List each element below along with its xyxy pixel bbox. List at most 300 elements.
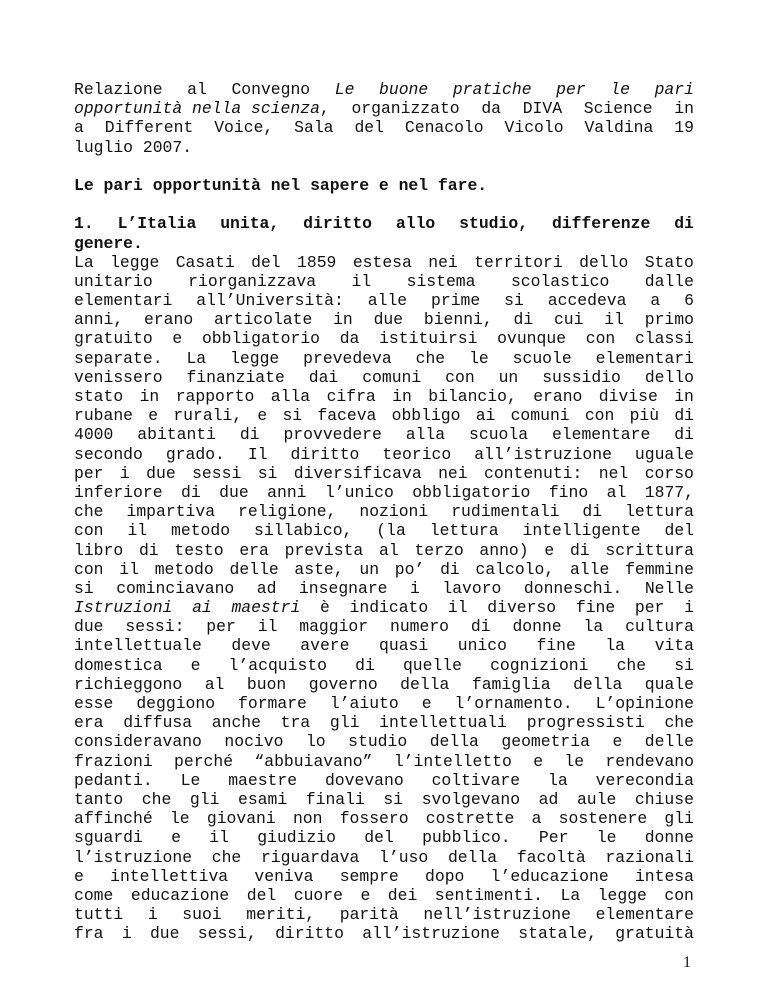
body-word: tutti — [74, 905, 124, 925]
body-word: all’istruzione — [474, 444, 612, 464]
body-word: che — [664, 713, 694, 733]
body-word: metodo — [154, 559, 214, 579]
body-word: meriti, — [246, 905, 316, 925]
body-word: po’ — [394, 559, 425, 579]
body-word: l’ornamento. — [454, 694, 573, 713]
body-word: studio — [348, 732, 408, 752]
body-word: pedanti. — [74, 770, 153, 790]
body-line — [74, 675, 694, 694]
body-word: il — [257, 617, 278, 637]
body-word: era — [239, 540, 269, 560]
body-line — [74, 425, 694, 444]
body-line — [74, 656, 694, 675]
body-word: uguale — [634, 444, 694, 464]
body-word: elementare — [551, 425, 651, 445]
intro-word: le — [610, 80, 630, 99]
body-word: diverso — [487, 598, 557, 618]
body-word: gli — [329, 713, 360, 733]
body-word: in — [139, 387, 160, 406]
body-word: perché — [174, 751, 234, 771]
body-word: stato — [74, 387, 124, 406]
body-word: inferiore — [74, 482, 163, 502]
body-word: da — [339, 329, 360, 349]
body-word: sussidio — [542, 367, 621, 387]
body-word: all’Università: — [196, 291, 344, 311]
body-word: di — [239, 425, 260, 445]
body-word: e — [74, 866, 84, 886]
body-word: la — [605, 636, 626, 656]
intro-word: DIVA — [522, 99, 563, 119]
body-word: che — [211, 847, 242, 867]
body-word: separate. — [74, 348, 163, 368]
body-word: sessi, — [197, 924, 257, 944]
body-word: Le — [180, 770, 201, 790]
body-line — [74, 445, 694, 464]
body-word: di — [355, 655, 375, 675]
body-word: scrittura — [605, 540, 694, 560]
body-word: finanziate — [186, 367, 285, 387]
body-word: L’opinione — [595, 694, 694, 713]
body-word: lettura — [625, 502, 694, 522]
body-word: La — [186, 348, 207, 368]
body-word: lo — [305, 732, 326, 752]
body-word: con — [74, 521, 104, 541]
body-word: con — [584, 406, 615, 426]
body-word: coltivare — [431, 770, 521, 790]
body-line — [74, 636, 694, 655]
body-word: classi — [634, 329, 694, 349]
body-word: Il — [247, 444, 268, 464]
body-word: La — [560, 885, 581, 905]
body-word: statale, — [518, 924, 597, 944]
body-word: della — [429, 732, 479, 752]
body-word: era — [74, 713, 104, 733]
body-word: all’istruzione — [362, 924, 500, 944]
body-word: si — [257, 463, 278, 483]
body-word: finali — [305, 789, 365, 809]
body-word: le — [469, 348, 489, 368]
intro-word: opportunità nella scienza, — [74, 99, 330, 119]
body-word: per — [74, 463, 104, 483]
body-word: ovunque — [497, 329, 567, 349]
body-word: al — [379, 540, 399, 560]
paragraph-gap — [74, 195, 694, 214]
body-word: prevista — [284, 540, 364, 560]
body-line — [74, 560, 694, 579]
body-word: nozioni — [359, 502, 429, 522]
body-word: scuole — [512, 348, 572, 368]
body-word: tanto — [74, 789, 124, 809]
body-word: per — [206, 617, 236, 637]
section-heading — [74, 214, 694, 233]
body-word: deggiono — [136, 694, 216, 713]
body-word: secondo — [74, 444, 143, 464]
body-word: si — [504, 291, 524, 311]
body-word: quale — [644, 674, 694, 694]
body-word: le — [564, 751, 585, 771]
heading-word: allo — [395, 214, 436, 234]
body-word: come — [74, 885, 114, 905]
body-word: intelligente — [522, 521, 641, 541]
body-word: diritto — [290, 444, 360, 464]
body-word: in — [674, 387, 694, 406]
body-line — [74, 272, 694, 291]
intro-word: Vicolo — [504, 118, 564, 138]
body-word: gratuito — [74, 329, 153, 349]
body-word: anni, — [74, 310, 124, 330]
body-word: scolastico — [510, 271, 610, 291]
intro-line: luglio 2007. — [74, 137, 193, 157]
body-word: e — [190, 655, 201, 675]
body-word: esami — [238, 789, 288, 809]
intro-word: Sala — [294, 118, 334, 138]
body-word: ad — [256, 578, 277, 598]
body-line — [74, 790, 694, 809]
section-heading-continuation: genere. — [74, 233, 143, 253]
body-word: veniva — [254, 866, 314, 886]
body-word: intellettiva — [110, 866, 229, 886]
body-word: elementari — [595, 348, 694, 368]
body-word: Casati — [175, 252, 235, 272]
body-word: e — [171, 828, 181, 848]
body-word: sostenere — [558, 809, 648, 829]
body-word: rurali, — [173, 406, 243, 426]
body-word: e — [257, 406, 268, 426]
body-word: un — [498, 367, 519, 387]
body-word: intesa — [634, 866, 694, 886]
body-line — [74, 368, 694, 387]
body-word: corso — [644, 463, 694, 483]
body-line — [74, 310, 694, 329]
body-word: gli — [664, 809, 694, 829]
body-word: cuore — [293, 885, 343, 905]
body-word: primo — [644, 310, 694, 330]
body-word: è — [319, 598, 330, 618]
body-word: lavoro — [442, 578, 502, 598]
body-word: del — [251, 252, 281, 272]
body-word: nei — [438, 463, 468, 483]
body-word: geometria — [501, 732, 590, 752]
body-word: unitario — [74, 271, 153, 291]
body-word: il — [447, 598, 468, 618]
body-word: al — [606, 482, 627, 502]
body-word: obbligo — [391, 406, 461, 426]
body-word: maggior — [299, 617, 369, 637]
body-word: nel — [598, 463, 629, 483]
body-word: donne — [512, 617, 562, 637]
body-line — [74, 598, 694, 617]
body-word: Per — [538, 828, 569, 848]
body-word: gratuità — [615, 924, 694, 944]
body-word: rubane — [74, 406, 134, 426]
body-word: e — [612, 732, 623, 752]
body-word: con — [445, 367, 475, 387]
body-line — [74, 848, 694, 867]
body-word: religione, — [238, 502, 337, 522]
body-word: aule — [576, 789, 617, 809]
body-word: 1877, — [644, 482, 694, 502]
body-word: ai — [192, 598, 212, 618]
body-word: comuni — [362, 367, 422, 387]
body-word: provvedere — [283, 425, 382, 445]
body-word: dalle — [644, 271, 694, 291]
body-word: fino — [548, 482, 589, 502]
body-word: obbligatorio — [412, 482, 531, 502]
body-word: l’acquisto — [228, 655, 327, 675]
body-word: avere — [300, 636, 350, 656]
body-word: l’intelletto — [393, 751, 512, 771]
body-word: anno) — [479, 540, 529, 560]
intro-word: pari — [654, 80, 694, 99]
intro-word: Different — [104, 118, 194, 138]
intro-word: a — [74, 118, 84, 138]
body-word: formare — [238, 694, 307, 713]
body-word: si — [74, 578, 94, 598]
body-word: di — [582, 502, 603, 522]
body-line — [74, 483, 694, 502]
body-word: le — [169, 809, 190, 829]
body-word: suoi — [182, 905, 222, 925]
body-word: il — [604, 310, 624, 330]
body-word: fossero — [339, 809, 409, 829]
body-word: a — [531, 809, 542, 829]
body-line — [74, 713, 694, 732]
body-word: terzo — [414, 540, 464, 560]
body-line — [74, 886, 694, 905]
body-word: estesa — [352, 252, 412, 272]
body-word: dopo — [425, 866, 465, 886]
body-word: parità — [339, 905, 399, 925]
body-word: calcolo, — [475, 559, 555, 579]
body-line — [74, 809, 694, 828]
body-word: territori — [474, 252, 563, 272]
body-word: il — [351, 271, 372, 291]
body-line — [74, 253, 694, 272]
body-word: la — [548, 770, 568, 790]
body-word: Nelle — [644, 578, 694, 598]
body-word: delle — [644, 732, 694, 752]
body-word: al — [204, 674, 225, 694]
body-word: anche — [211, 713, 261, 733]
body-word: cognizioni — [490, 655, 589, 675]
body-word: cui — [553, 310, 584, 330]
body-word: cifra — [326, 387, 376, 406]
body-word: deve — [231, 636, 271, 656]
body-word: alle — [569, 559, 610, 579]
body-word: e — [172, 329, 183, 349]
body-line — [74, 771, 694, 790]
body-word: legge — [110, 252, 160, 272]
body-word: sistema — [406, 271, 476, 291]
intro-word: al — [187, 80, 207, 99]
page-number: 1 — [683, 954, 691, 971]
body-word: l’unico — [324, 482, 394, 502]
body-word: progressisti — [526, 713, 645, 733]
body-word: di — [138, 540, 159, 560]
body-word: gli — [189, 789, 220, 809]
body-word: due — [219, 482, 249, 502]
body-word: ai — [475, 406, 496, 426]
intro-line — [74, 80, 694, 99]
body-word: femmine — [625, 559, 694, 579]
body-word: affinché — [74, 809, 153, 829]
body-word: razionali — [605, 847, 694, 867]
intro-word: 19 — [674, 118, 694, 138]
body-word: quelle — [402, 655, 462, 675]
body-word: che — [74, 502, 104, 522]
body-word: Stato — [644, 252, 694, 272]
body-word: bienni, — [423, 310, 493, 330]
body-word: in — [392, 387, 412, 406]
intro-word: Science — [583, 99, 653, 119]
body-word: intellettuali — [379, 713, 507, 733]
body-word: facoltà — [516, 847, 586, 867]
body-word: di — [674, 425, 694, 445]
body-word: e — [544, 540, 555, 560]
body-word: con — [585, 329, 616, 349]
body-word: aste, — [294, 559, 344, 579]
body-word: delle — [229, 559, 279, 579]
body-word: un — [359, 559, 380, 579]
body-word: riorganizzava — [188, 271, 317, 291]
intro-word: Voice, — [214, 118, 274, 138]
body-line — [74, 406, 694, 425]
body-word: elementare — [595, 905, 694, 925]
body-word: frazioni — [74, 751, 153, 771]
intro-word: Le — [334, 80, 355, 99]
body-word: sempre — [339, 866, 399, 886]
body-word: intellettuale — [74, 636, 202, 656]
body-word: alla — [405, 425, 446, 445]
body-word: divise — [598, 387, 658, 406]
heading-word: diritto — [303, 214, 372, 234]
body-line — [74, 291, 694, 310]
body-line — [74, 752, 694, 771]
body-word: legge — [230, 348, 280, 368]
body-word: 4000 — [74, 425, 114, 445]
body-word: di — [181, 482, 201, 502]
body-word: maestri — [231, 598, 301, 618]
body-word: due — [149, 924, 180, 944]
intro-word: pratiche — [452, 80, 532, 99]
heading-word: L’Italia — [117, 214, 197, 234]
body-line — [74, 732, 694, 751]
body-word: l’aiuto — [329, 694, 399, 713]
body-word: e — [421, 694, 432, 713]
body-word: elementari — [74, 291, 173, 311]
body-word: libro — [74, 540, 124, 560]
body-word: sessi: — [125, 617, 185, 637]
body-word: a — [650, 291, 661, 311]
paragraph-gap — [74, 157, 694, 176]
heading-word: differenze — [551, 214, 651, 234]
body-word: del — [664, 521, 694, 541]
body-word: nell’istruzione — [423, 905, 571, 925]
body-line — [74, 502, 694, 521]
body-word: i — [684, 598, 694, 618]
body-word: si — [674, 655, 694, 675]
body-word: di — [674, 406, 694, 426]
body-word: La — [74, 252, 94, 272]
body-word: di — [470, 617, 491, 637]
body-word: sessi — [192, 463, 242, 483]
body-word: erano — [533, 387, 583, 406]
body-word: con — [664, 885, 694, 905]
body-word: del — [364, 828, 394, 848]
body-word: non — [292, 809, 323, 829]
heading-word: studio, — [459, 214, 529, 234]
body-word: abitanti — [137, 425, 216, 445]
body-word: tra — [280, 713, 311, 733]
body-word: metodo — [171, 521, 231, 541]
body-line — [74, 329, 694, 348]
body-word: si — [383, 789, 404, 809]
body-word: dello — [579, 252, 629, 272]
body-word: grado. — [165, 444, 225, 464]
body-word: Istruzioni — [74, 598, 173, 618]
body-word: l’educazione — [490, 866, 609, 886]
body-word: ad — [538, 789, 559, 809]
body-line — [74, 905, 694, 924]
body-word: più — [629, 406, 660, 426]
body-word: sguardi — [74, 828, 143, 848]
body-word: rudimentali — [451, 502, 560, 522]
body-word: prevedeva — [303, 348, 392, 368]
body-word: erano — [143, 310, 194, 330]
body-word: contenuti: — [483, 463, 583, 483]
body-word: due — [373, 310, 404, 330]
body-word: e — [148, 406, 159, 426]
body-word: il — [209, 828, 229, 848]
body-word: insegnare — [298, 578, 388, 598]
body-word: cultura — [625, 617, 694, 637]
body-word: donne — [644, 828, 694, 848]
intro-line — [74, 118, 694, 137]
body-word: dovevano — [324, 770, 404, 790]
body-line — [74, 828, 694, 847]
body-word: prime — [431, 291, 481, 311]
intro-word: Convegno — [231, 80, 311, 99]
body-word: rapporto — [175, 387, 255, 406]
body-line — [74, 924, 694, 943]
body-line — [74, 694, 694, 713]
body-word: nei — [428, 252, 458, 272]
body-word: alla — [270, 387, 311, 406]
body-word: consideravano — [74, 732, 202, 752]
body-word: scuola — [469, 425, 529, 445]
intro-word: da — [481, 99, 502, 119]
body-word: numero — [389, 617, 450, 637]
body-word: si — [282, 406, 303, 426]
body-word: “abbuiavano” — [254, 751, 373, 771]
body-word: unico — [457, 636, 507, 656]
body-line — [74, 579, 694, 598]
body-word: richieggono — [74, 674, 183, 694]
body-word: l’istruzione — [74, 847, 193, 867]
intro-word: Relazione — [74, 80, 163, 99]
body-word: giudizio — [257, 828, 336, 848]
body-word: 1859 — [297, 252, 337, 272]
body-word: fine — [575, 598, 616, 618]
body-word: chiuse — [634, 789, 694, 809]
body-word: che — [415, 348, 446, 368]
body-word: di — [440, 559, 460, 579]
body-word: obbligatorio — [201, 329, 320, 349]
intro-word: per — [556, 80, 586, 99]
intro-word: in — [674, 99, 694, 119]
body-word: i — [121, 924, 132, 944]
body-word: quasi — [379, 636, 429, 656]
